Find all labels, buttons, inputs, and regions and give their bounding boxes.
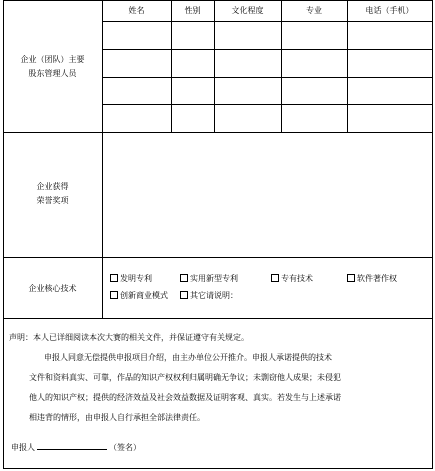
awards-label-line2: 荣誉奖项 (36, 196, 69, 205)
declaration-line1: 声明：本人已详细阅读本次大赛的相关文件，并保证遵守有关规定。 (9, 333, 249, 342)
checkbox[interactable] (110, 274, 118, 282)
team-row-line (102, 21, 433, 22)
option-utility-model-patent[interactable]: 实用新型专利 (180, 274, 238, 284)
declaration-line3: 文件和资料真实、可靠，作品的知识产权权利归属明确无争议；未剽窃他人成果；未侵犯 (29, 373, 341, 382)
header-name: 姓名 (128, 6, 145, 15)
option-proprietary-technology[interactable]: 专有技术 (271, 274, 313, 284)
option-software-copyright[interactable]: 软件著作权 (347, 274, 397, 284)
team-col-line (171, 0, 172, 132)
declaration-line2: 申报人同意无偿提供申报项目介绍，由主办单位公开推介。申报人承诺提供的技术 (44, 353, 332, 362)
checkbox[interactable] (271, 274, 279, 282)
signature-field[interactable] (37, 440, 107, 450)
border-right (432, 0, 433, 469)
team-col-line (214, 0, 215, 132)
team-col-line (347, 0, 348, 132)
signer-suffix: （签名） (109, 443, 141, 452)
team-row-line (102, 77, 433, 78)
checkbox[interactable] (110, 291, 118, 299)
signer-label: 申报人 (11, 443, 35, 452)
team-label-line2: 股东管理人员 (28, 69, 77, 78)
checkbox[interactable] (180, 274, 188, 282)
option-innovative-business-model[interactable]: 创新商业模式 (110, 291, 168, 301)
team-row-line (102, 104, 433, 105)
signature-line (11, 438, 141, 458)
awards-label-line1: 企业获得 (36, 182, 69, 191)
declaration-line5: 相违背的情形，由申报人自行承担全部法律责任。 (29, 413, 205, 422)
header-education: 文化程度 (231, 6, 264, 15)
option-other[interactable]: 其它请说明： (180, 291, 238, 301)
declaration-line4: 他人的知识产权；提供的经济效益及社会效益数据及证明客观、真实。若发生与上述承诺 (29, 393, 341, 402)
header-major: 专业 (306, 6, 322, 15)
tech-section-label: 企业核心技术 (28, 284, 77, 293)
team-label-line1: 企业（团队）主要 (20, 55, 85, 64)
header-phone: 电话（手机） (365, 6, 414, 15)
checkbox[interactable] (180, 291, 188, 299)
team-col-line (281, 0, 282, 132)
application-form (3, 0, 433, 469)
awards-section-label (3, 180, 102, 208)
border-bottom (3, 468, 433, 469)
header-gender: 性别 (184, 6, 201, 15)
option-invention-patent[interactable]: 发明专利 (110, 274, 152, 284)
checkbox[interactable] (347, 274, 355, 282)
team-row-line (102, 49, 433, 50)
tech-section-bottom (3, 318, 433, 319)
border-top (3, 0, 433, 1)
team-section-label (3, 53, 102, 81)
awards-section-bottom (3, 257, 433, 258)
awards-input-area[interactable] (103, 133, 432, 257)
